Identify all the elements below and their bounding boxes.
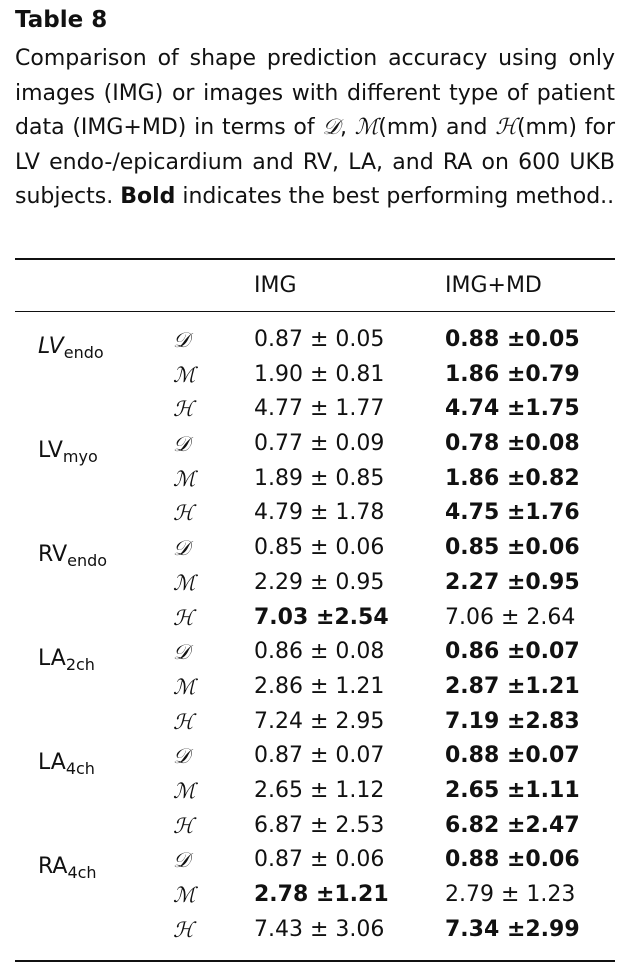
table-row [15,496,615,531]
cell-img-md: 2.79 ± 1.23 [445,882,576,907]
metric-symbol: ℳ [173,362,196,387]
table-top-rule [15,258,615,260]
metric-symbol: 𝒟 [173,848,190,873]
caption-bold-word: Bold [120,184,176,209]
structure-subscript: 4ch [67,863,97,883]
table-row [15,843,615,883]
dice-symbol: 𝒟 [322,115,340,140]
cell-img: 0.87 ± 0.07 [254,743,385,769]
cell-img: 4.79 ± 1.78 [254,500,385,526]
cell-img: 0.86 ± 0.08 [254,639,385,665]
table-row [15,392,615,427]
metric-symbol: ℋ [173,397,194,422]
table-row [15,462,615,497]
cell-img: 2.29 ± 0.95 [254,569,385,595]
structure-name: LV [38,438,63,464]
structure-subscript: 4ch [65,759,95,779]
cell-img-md: 7.06 ± 2.64 [445,604,576,630]
cell-img-md: 6.82 ±2.47 [445,812,580,838]
structure-name: LV [38,334,64,359]
table-row [15,427,615,467]
column-header-img: IMG [254,273,297,298]
structure-subscript: endo [67,551,108,571]
metric-symbol: ℳ [173,778,196,803]
cell-img: 1.89 ± 0.85 [254,465,385,491]
cell-img: 7.03 ±2.54 [254,604,389,630]
cell-img: 2.78 ±1.21 [254,882,389,907]
cell-img: 6.87 ± 2.53 [254,812,385,838]
cell-img: 1.90 ± 0.81 [254,361,385,387]
cell-img: 0.85 ± 0.06 [254,535,385,561]
cell-img-md: 4.75 ±1.76 [445,500,580,526]
metric-symbol: ℳ [173,674,196,699]
cell-img-md: 4.74 ±1.75 [445,396,580,422]
table-row [15,358,615,393]
metric-symbol: ℋ [173,605,194,630]
cell-img-md: 0.88 ±0.07 [445,743,580,769]
table-row [15,774,615,809]
caption-text: indicates the best performing method.. [175,184,615,209]
table-row [15,323,615,362]
cell-img-md: 0.88 ±0.06 [445,847,580,873]
cell-img-md: 0.78 ±0.08 [445,431,580,457]
column-header-img-md: IMG+MD [445,273,542,298]
cell-img-md: 0.85 ±0.06 [445,535,580,561]
cell-img: 0.87 ± 0.05 [254,327,385,352]
table-row [15,878,615,913]
metric-symbol: ℋ [173,709,194,734]
structure-name: LA [38,646,66,672]
table-row [15,635,615,675]
table-body [15,323,615,947]
cell-img-md: 1.86 ±0.79 [445,361,580,387]
structure-subscript: 2ch [65,655,95,675]
table-bottom-rule [15,960,615,962]
metric-symbol: ℳ [173,883,196,907]
metric-symbol: 𝒟 [173,536,190,561]
table-row [15,670,615,705]
metric-symbol: ℋ [173,813,194,838]
table-row [15,531,615,571]
structure-name: LA [38,750,66,776]
cell-img-md: 0.88 ±0.05 [445,327,580,352]
caption-text: Comparison of shape prediction accuracy using only images (IMG) or images with different type of patient data (IMG+MD) in terms of [15,46,615,140]
table-row [15,566,615,601]
metric-symbol: 𝒟 [173,640,190,665]
mean-distance-symbol: ℳ [354,115,379,140]
cell-img: 2.86 ± 1.21 [254,673,385,699]
table-header-rule [15,311,615,312]
structure-name: RV [38,542,68,568]
table-row [15,601,615,636]
metric-symbol: 𝒟 [173,328,190,352]
metric-symbol: ℋ [173,917,194,942]
table-caption [15,42,615,215]
cell-img-md: 0.86 ±0.07 [445,639,580,665]
cell-img-md: 1.86 ±0.82 [445,465,580,491]
table-label: Table 8 [15,7,108,33]
caption-text: , [339,115,355,140]
cell-img-md: 2.87 ±1.21 [445,673,580,699]
hausdorff-symbol: ℋ [495,115,517,140]
structure-subscript: endo [63,343,104,362]
table-row [15,809,615,844]
table-row [15,739,615,779]
structure-name: RA [38,854,68,880]
cell-img-md: 7.34 ±2.99 [445,916,580,942]
cell-img-md: 2.65 ±1.11 [445,777,580,803]
caption-text: (mm) and [378,115,496,140]
cell-img: 7.24 ± 2.95 [254,708,385,734]
metric-symbol: ℋ [173,501,194,526]
metric-symbol: ℳ [173,466,196,491]
cell-img-md: 2.27 ±0.95 [445,569,580,595]
metric-symbol: ℳ [173,570,196,595]
table-row [15,705,615,740]
cell-img: 4.77 ± 1.77 [254,396,385,422]
cell-img: 0.77 ± 0.09 [254,431,385,457]
table-row [15,913,615,948]
cell-img: 7.43 ± 3.06 [254,916,385,942]
metric-symbol: 𝒟 [173,432,190,457]
cell-img: 0.87 ± 0.06 [254,847,385,873]
metric-symbol: 𝒟 [173,744,190,769]
caption-text: (mm) for LV endo-/epicardium and RV, LA, and RA on 600 UKB subjects. [15,115,615,209]
structure-subscript: myo [62,447,98,467]
cell-img-md: 7.19 ±2.83 [445,708,580,734]
cell-img: 2.65 ± 1.12 [254,777,385,803]
